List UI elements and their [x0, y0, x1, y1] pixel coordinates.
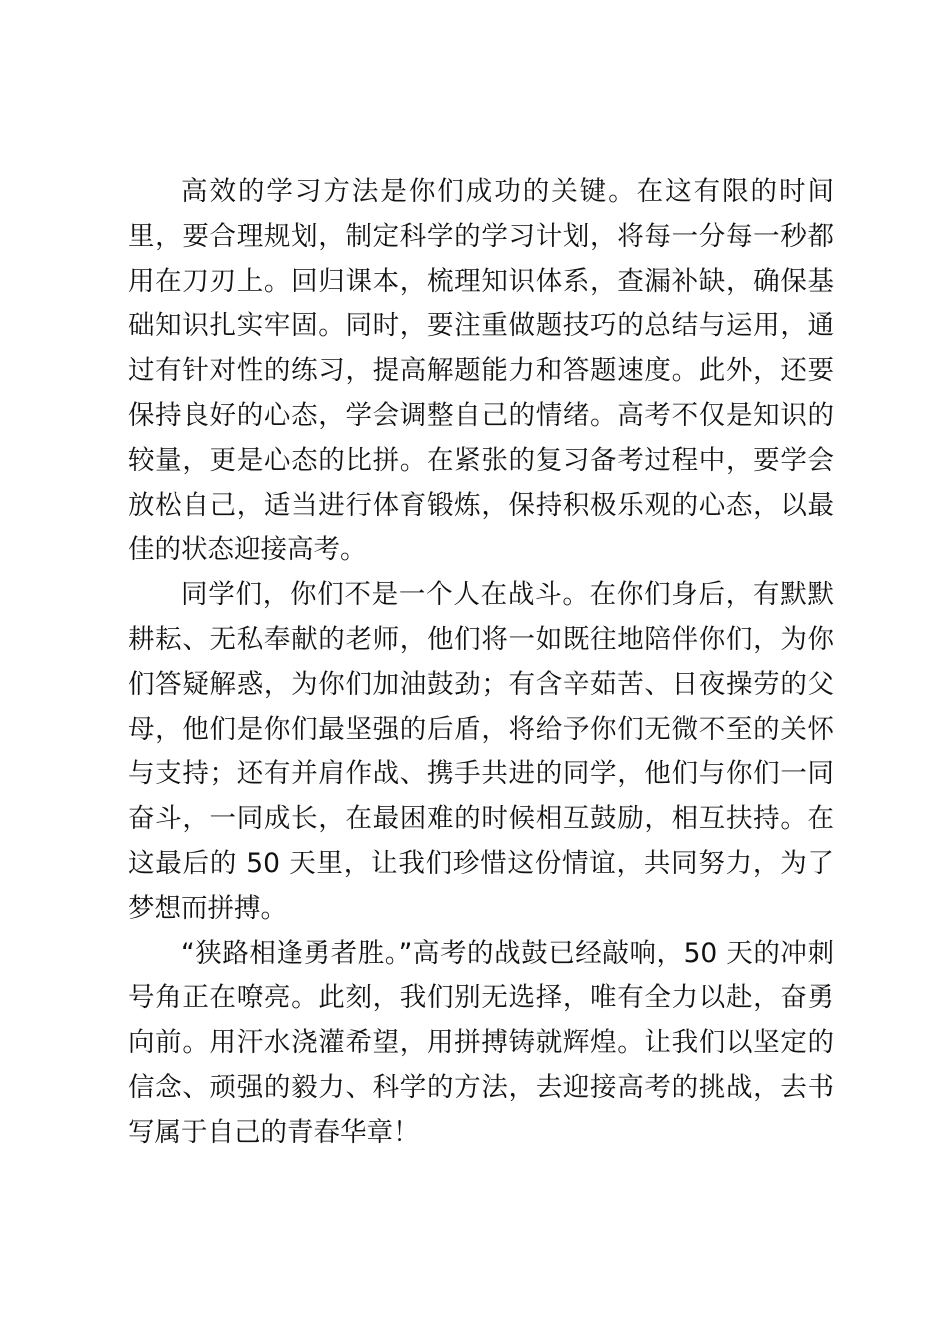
paragraph-conclusion: “狭路相逢勇者胜。”高考的战鼓已经敲响，50 天的冲刺号角正在嘹亮。此刻，我们别无选择，唯有全力以赴，奋勇向前。用汗水浇灌希望，用拼搏铸就辉煌。让我们以坚定的信念、顽强的毅力、科学的方法，去迎接高考的挑战，去书写属于自己的青春华章！	[128, 937, 834, 1148]
document-body	[128, 170, 834, 1156]
paragraph-study-methods: 高效的学习方法是你们成功的关键。在这有限的时间里，要合理规划，制定科学的学习计划，将每一分每一秒都用在刀刃上。回归课本，梳理知识体系，查漏补缺，确保基础知识扎实牢固。同时，要注重做题技巧的总结与运用，通过有针对性的练习，提高解题能力和答题速度。此外，还要保持良好的心态，学会调整自己的情绪。高考不仅是知识的较量，更是心态的比拼。在紧张的复习备考过程中，要学会放松自己，适当进行体育锻炼，保持积极乐观的心态，以最佳的状态迎接高考。	[128, 176, 834, 566]
paragraph-not-alone: 同学们，你们不是一个人在战斗。在你们身后，有默默耕耘、无私奉献的老师，他们将一如既往地陪伴你们，为你们答疑解惑，为你们加油鼓劲；有含辛茹苦、日夜操劳的父母，他们是你们最坚强的后盾，将给予你们无微不至的关怀与支持；还有并肩作战、携手共进的同学，他们与你们一同奋斗，一同成长，在最困难的时候相互鼓励，相互扶持。在这最后的 50 天里，让我们珍惜这份情谊，共同努力，为了梦想而拼搏。	[128, 579, 834, 924]
